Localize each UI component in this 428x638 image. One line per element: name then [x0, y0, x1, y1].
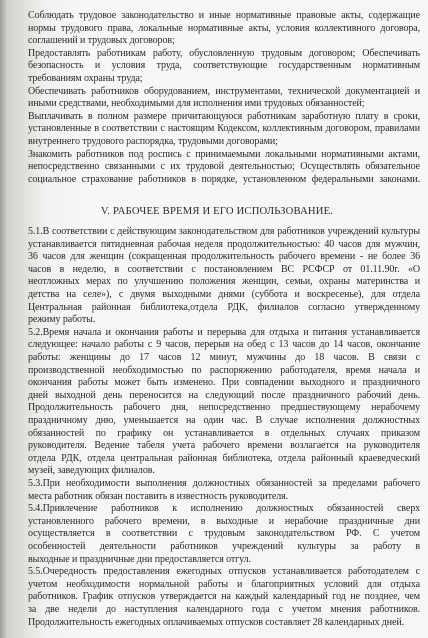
text-line: работы: женщины до 17 часов 12 минут, мужчины до 18 часов. В связи с: [28, 352, 420, 363]
text-line: музей, заведующих филиалов.: [28, 465, 155, 477]
text-line: Продолжительность рабочего дня, непосредственно предшествующему нерабочему: [28, 402, 420, 414]
text-line: Обеспечивать работников оборудованием, инструментами, технической документацией и: [28, 85, 420, 97]
text-line: иными средствами, необходимыми для исполнения ими трудовых обязанностей;: [28, 98, 365, 110]
document-page: [6, 0, 428, 638]
text-line: осуществляется в соответствии с трудовым законодательством РФ. С учетом: [28, 528, 420, 540]
text-line: за две недели до наступления календарного года с учетом мнения работников.: [28, 604, 420, 615]
text-line: нормы трудового права, локальные нормативные акты, условия коллективного договора,: [28, 22, 420, 34]
text-line: окончания работы может быть изменено. При совпадении выходного и праздничного: [28, 377, 420, 389]
section-heading: V. РАБОЧЕЕ ВРЕМЯ И ЕГО ИСПОЛЬЗОВАНИЕ.: [100, 206, 334, 217]
text-line: 5.5.Очередность предоставления ежегодных отпусков устанавливается работодателем с: [28, 566, 420, 578]
text-line: 5.4.Привлечение работников к исполнению должностных обязанностей сверх: [28, 503, 420, 515]
text-line: отдела РДК, отдела центральная районная библиотека, отдела районный краеведческий: [28, 452, 420, 464]
text-line: безопасность и условия труда, соответствующие государственным нормативным: [28, 60, 420, 72]
text-line: непосредственно связанными с их трудовой деятельностью; Осуществлять обязательное: [28, 161, 420, 173]
text-line: праздничному дню, уменьшается на один час. В случае исполнения должностных: [28, 415, 420, 426]
text-line: особенностей деятельности работников учреждений культуры за работу в: [28, 541, 420, 552]
text-line: 36 часов для женщин (сокращенная продолжительность рабочего времени - не более 36: [28, 251, 420, 263]
text-line: Предоставлять работникам работу, обусловленную трудовым договором; Обеспечивать: [28, 47, 420, 59]
text-line: соглашений и трудовых договоров;: [28, 35, 175, 47]
text-line: 5.2.Время начала и окончания работы и перерыва для отдыха и питания устанавливается: [28, 326, 420, 338]
text-line: Выплачивать в полном размере причитающуюся работникам заработную плату в сроки,: [28, 110, 420, 122]
text-line: руководителя. Ведение табеля учета рабочего времени возлагается на руководителя: [28, 440, 420, 452]
text-line: 5.3.При необходимости выполнения должностных обязанностей за пределами рабочего: [28, 478, 420, 489]
text-line: обязанностей по графику он устанавливается в отдельных случаях приказом: [28, 427, 420, 439]
text-line: дней выходной день переносится на следующий после праздничного рабочий день.: [28, 389, 420, 401]
text-line: места работник обязан поставить в известность руководителя.: [28, 490, 289, 502]
text-line: работников. График отпусков утверждается на каждый календарный год не позднее, чем: [28, 591, 420, 603]
text-line: Соблюдать трудовое законодательство и иные нормативные правовые акты, содержащие: [28, 10, 420, 21]
text-line: внутреннего трудового распорядка, трудовыми договорами;: [28, 136, 278, 147]
text-line: установленного рабочего времени, в выходные и нерабочие праздничные дни: [28, 515, 420, 527]
text-line: Продолжительность ежегодных оплачиваемых отпусков составляет 28 календарных дней.: [28, 616, 405, 628]
text-line: требованиям охраны труда;: [28, 73, 143, 84]
text-line: детства на селе»), с двумя выходными днями (суббота и воскресенье), для отдела: [28, 289, 420, 300]
text-line: социальное страхование работников в порядке, установленном федеральными законами.: [28, 173, 420, 185]
text-line: учетом необходимости нормальной работы и благоприятных условий для отдыха: [28, 578, 420, 590]
text-line: установленные в соответствии с настоящим Кодексом, коллективным договором, правилами: [28, 123, 420, 135]
text-line: следующее: начало работы с 9 часов, перерыв на обед с 13 часов до 14 часов, окончание: [28, 339, 420, 351]
text-line: режиму работы.: [28, 314, 96, 326]
text-line: неотложных мерах по улучшению положения женщин, семьи, охраны материнства и: [28, 276, 420, 288]
text-line: Центральная районная библиотека,отдела РДК, филиалов согласно утвержденному: [28, 301, 420, 313]
text-line: часов в неделю, в соответствии с постановлением ВС РСФСР от 01.11.90г. «О: [28, 263, 420, 275]
text-line: устанавливается пятидневная рабочая неделя продолжительностью: 40 часов для мужчин,: [28, 238, 420, 250]
text-line: выходные и праздничные дни предоставляется отгул.: [28, 553, 251, 565]
text-line: производственной необходимостью по распоряжению работодателя, время начала и: [28, 364, 420, 376]
text-line: 5.1.В соответствии с действующим законодательством для работников учреждений культуры: [28, 226, 420, 237]
text-line: Знакомить работников под роспись с принимаемыми локальными нормативными актами,: [28, 148, 420, 160]
